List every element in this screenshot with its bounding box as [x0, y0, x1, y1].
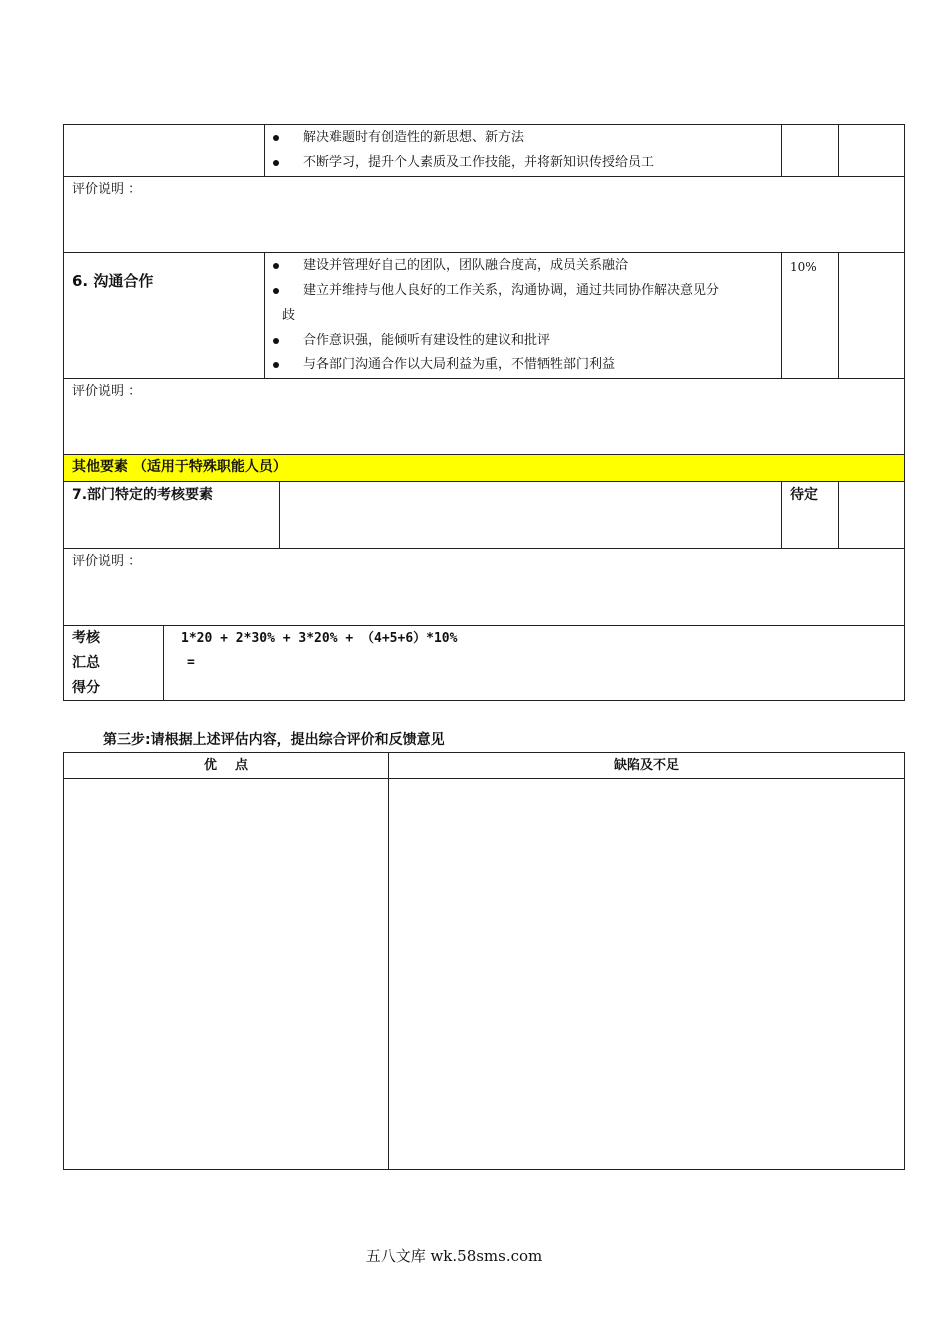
score-equals: =	[187, 655, 195, 670]
criteria-item: 建立并维持与他人良好的工作关系，沟通协调，通过共同协作解决意见分	[303, 283, 720, 298]
step3-heading: 第三步:请根据上述评估内容，提出综合评价和反馈意见	[103, 732, 445, 748]
column-header-weaknesses: 缺陷及不足	[613, 758, 679, 773]
criteria-item: 合作意识强，能倾听有建设性的建议和批评	[303, 333, 551, 348]
table-border	[838, 252, 839, 378]
criteria-item-wrap: 歧	[282, 308, 296, 323]
other-factors-header: 其他要素 （适用于特殊职能人员）	[72, 459, 287, 475]
weaknesses-input-area[interactable]	[390, 780, 903, 1168]
criteria-item: 解决难题时有创造性的新思想、新方法	[303, 130, 525, 145]
table-border	[904, 752, 905, 1170]
table-border	[781, 124, 782, 176]
table-border	[63, 124, 64, 701]
table-border	[63, 176, 905, 177]
column-header-strengths: 优 点	[203, 758, 249, 773]
bullet-icon	[273, 288, 279, 294]
score-formula: 1*20 + 2*30% + 3*20% + （4+5+6）*10%	[181, 631, 458, 646]
table-border	[781, 481, 782, 548]
table-border	[838, 481, 839, 548]
table-border	[63, 625, 905, 626]
bullet-icon	[273, 362, 279, 368]
summary-label-line: 考核	[72, 630, 100, 646]
footer-watermark: 五八文库 wk.58sms.com	[365, 1247, 543, 1265]
bullet-icon	[273, 263, 279, 269]
table-border	[63, 548, 905, 549]
summary-label-line: 得分	[72, 680, 100, 696]
evaluation-label: 评价说明 ：	[72, 554, 142, 569]
table-border	[63, 124, 905, 125]
table-border	[904, 124, 905, 701]
table-border	[63, 700, 905, 701]
summary-label-line: 汇总	[72, 655, 100, 671]
table-border	[63, 252, 905, 253]
table-border	[63, 778, 905, 779]
criteria-item: 与各部门沟通合作以大局利益为重，不惜牺牲部门利益	[303, 357, 616, 372]
table-border	[388, 752, 389, 1170]
table-border	[264, 252, 265, 378]
weight-value: 待定	[790, 487, 818, 503]
bullet-icon	[273, 338, 279, 344]
strengths-input-area[interactable]	[65, 780, 387, 1168]
table-border	[264, 124, 265, 176]
table-border	[63, 481, 905, 482]
criteria-item: 不断学习，提升个人素质及工作技能，并将新知识传授给员工	[303, 155, 655, 170]
table-border	[279, 481, 280, 548]
bullet-icon	[273, 160, 279, 166]
table-border	[63, 752, 905, 753]
table-border	[163, 625, 164, 700]
evaluation-label: 评价说明 ：	[72, 182, 142, 197]
table-border	[63, 378, 905, 379]
bullet-icon	[273, 135, 279, 141]
evaluation-label: 评价说明 ：	[72, 384, 142, 399]
criteria-item: 建设并管理好自己的团队，团队融合度高，成员关系融洽	[303, 258, 629, 273]
table-border	[838, 124, 839, 176]
table-border	[63, 1169, 905, 1170]
weight-value: 10%	[790, 260, 817, 274]
table-border	[781, 252, 782, 378]
section-title-dept-specific: 7.部门特定的考核要素	[72, 487, 214, 503]
table-border	[63, 752, 64, 1170]
section-title-communication: 6. 沟通合作	[72, 272, 154, 290]
